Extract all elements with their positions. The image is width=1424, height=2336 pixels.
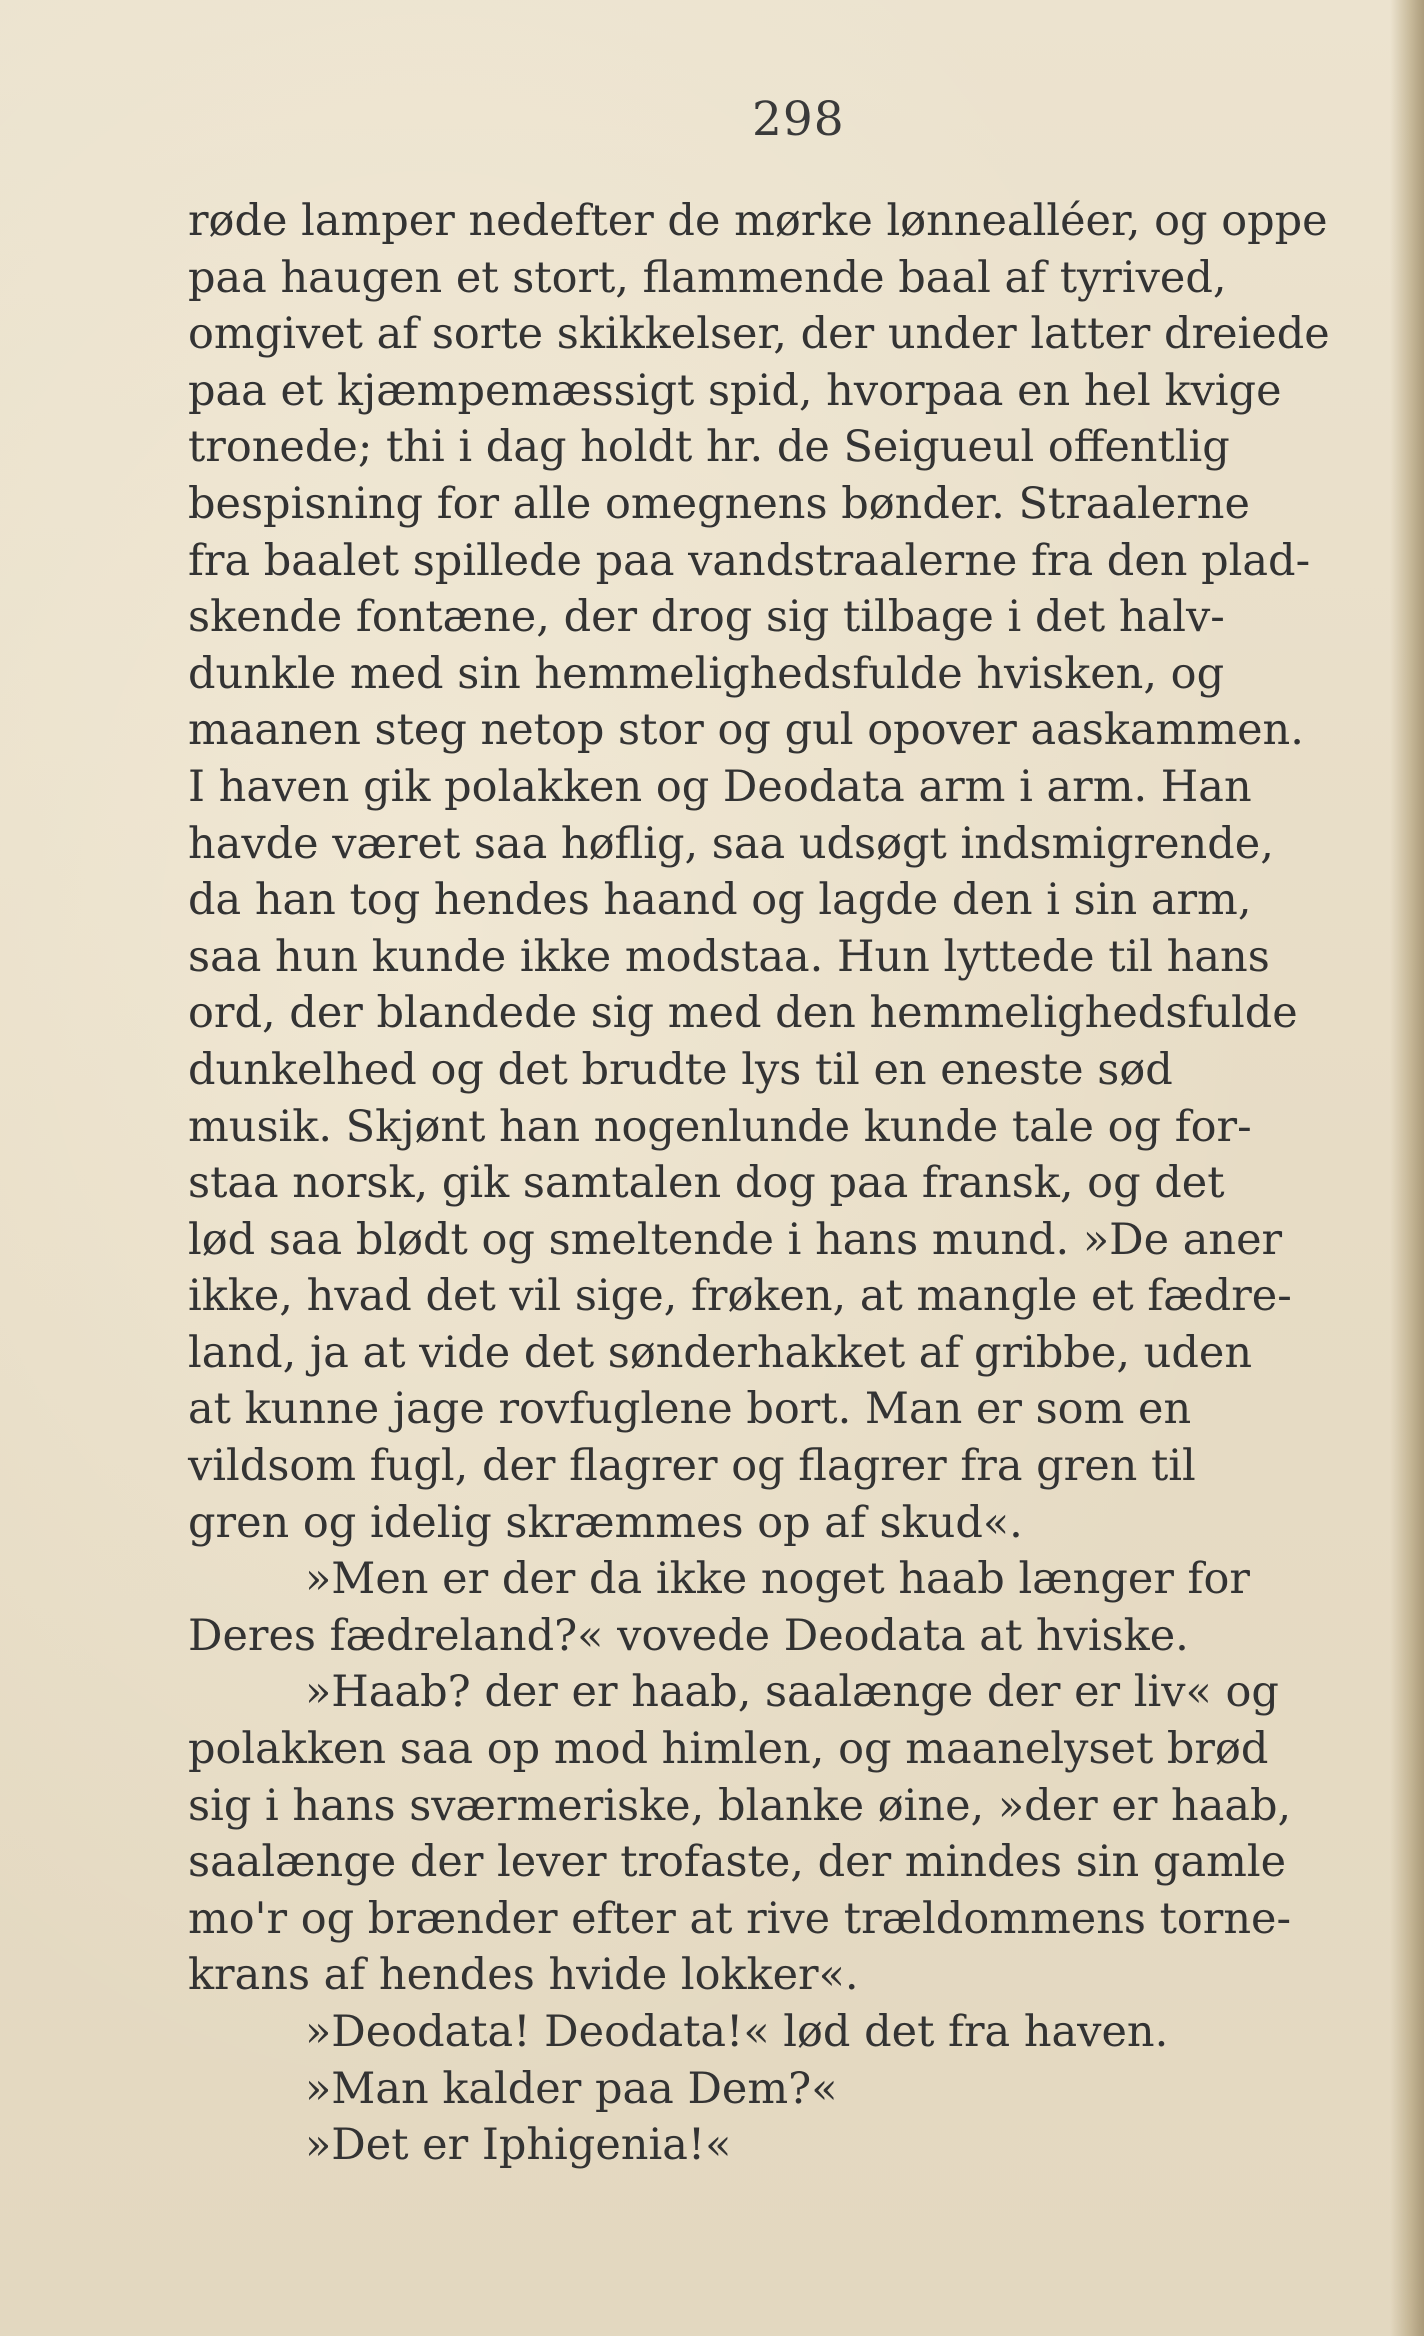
text-line: gren og idelig skræmmes op af skud«. xyxy=(188,1497,1023,1548)
text-line: at kunne jage rovfuglene bort. Man er som en xyxy=(188,1384,1192,1435)
text-line: røde lamper nedefter de mørke lønnealléer, og oppe xyxy=(188,196,1328,246)
text-line: sig i hans sværmeriske, blanke øine, »der er haab, xyxy=(188,1780,1292,1831)
text-line: paa et kjæmpemæssigt spid, hvorpaa en hel kvige xyxy=(188,365,1282,416)
text-line: vildsom fugl, der flagrer og flagrer fra gren til xyxy=(188,1441,1196,1492)
text-line: saalænge der lever trofaste, der mindes sin gamle xyxy=(188,1837,1287,1888)
text-line: ikke, hvad det vil sige, frøken, at mangle et fædre- xyxy=(188,1271,1292,1322)
text-line: havde været saa høflig, saa udsøgt indsmigrende, xyxy=(188,818,1274,869)
text-line: »Deodata! Deodata!« lød det fra haven. xyxy=(305,2007,1169,2057)
text-line: polakken saa op mod himlen, og maanelyset brød xyxy=(188,1724,1269,1775)
text-line: skende fontæne, der drog sig tilbage i det halv- xyxy=(188,592,1225,643)
text-line: paa haugen et stort, flammende baal af tyrived, xyxy=(188,252,1227,303)
text-line: ord, der blandede sig med den hemmelighedsfulde xyxy=(188,988,1298,1039)
page-number: 298 xyxy=(752,92,845,147)
text-line: fra baalet spillede paa vandstraalerne fra den plad- xyxy=(188,535,1311,586)
text-line: »Haab? der er haab, saalænge der er liv« og xyxy=(305,1667,1279,1718)
text-line: land, ja at vide det sønderhakket af gribbe, uden xyxy=(188,1327,1253,1378)
text-line: mo'r og brænder efter at rive trældommens torne- xyxy=(188,1893,1292,1944)
body-text xyxy=(188,193,1398,2174)
text-line: »Man kalder paa Dem?« xyxy=(305,2063,838,2114)
text-line: saa hun kunde ikke modstaa. Hun lyttede til hans xyxy=(188,931,1270,982)
text-line: maanen steg netop stor og gul opover aaskammen. xyxy=(188,705,1304,756)
text-line: Deres fædreland?« vovede Deodata at hviske. xyxy=(188,1610,1189,1661)
text-line: omgivet af sorte skikkelser, der under latter dreiede xyxy=(188,309,1330,360)
text-line: dunkelhed og det brudte lys til en eneste sød xyxy=(188,1044,1173,1095)
text-line: krans af hendes hvide lokker«. xyxy=(188,1950,859,2001)
text-line: »Det er Iphigenia!« xyxy=(305,2120,732,2171)
text-line: bespisning for alle omegnens bønder. Straalerne xyxy=(188,478,1250,529)
text-line: I haven gik polakken og Deodata arm i arm. Han xyxy=(188,761,1252,812)
text-line: »Men er der da ikke noget haab længer for xyxy=(305,1554,1250,1605)
text-line: da han tog hendes haand og lagde den i sin arm, xyxy=(188,875,1252,926)
text-line: lød saa blødt og smeltende i hans mund. »De aner xyxy=(188,1214,1283,1265)
text-line: musik. Skjønt han nogenlunde kunde tale og for- xyxy=(188,1101,1252,1152)
text-line: staa norsk, gik samtalen dog paa fransk, og det xyxy=(188,1158,1225,1209)
text-line: dunkle med sin hemmelighedsfulde hvisken, og xyxy=(188,648,1225,699)
text-line: tronede; thi i dag holdt hr. de Seigueul offentlig xyxy=(188,422,1230,473)
